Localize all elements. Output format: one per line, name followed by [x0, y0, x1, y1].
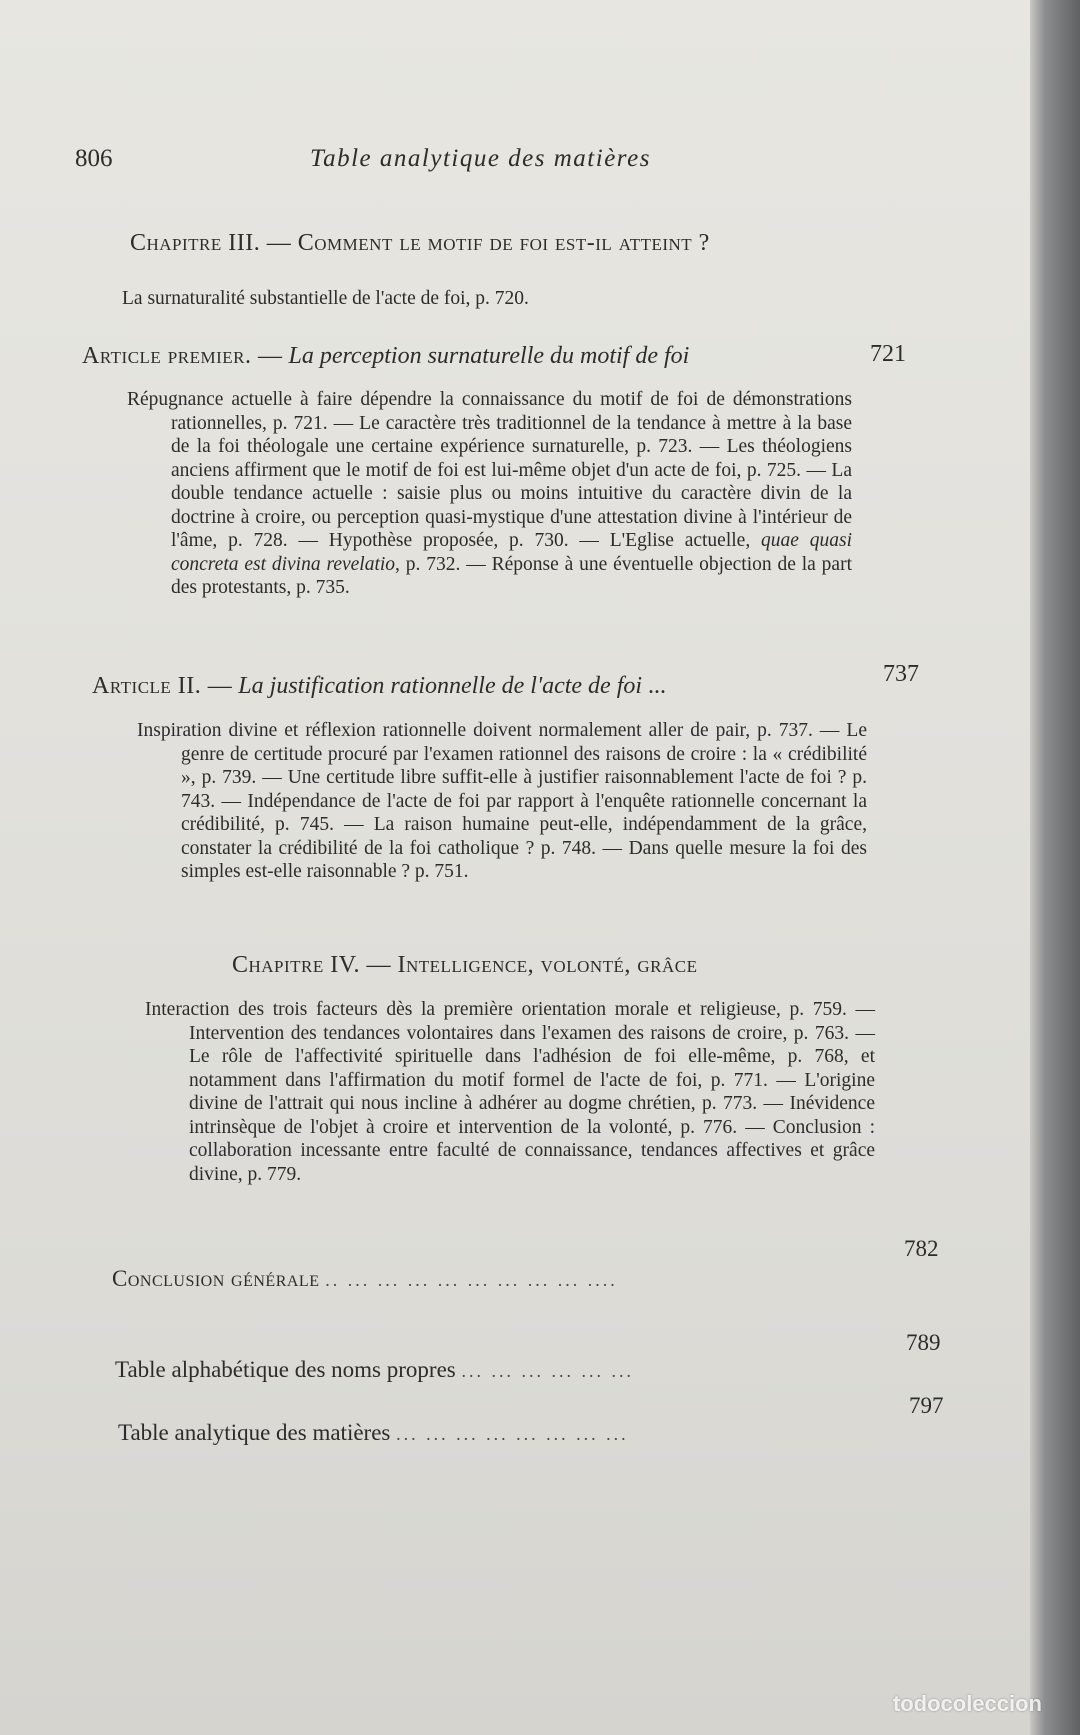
page-edge-shadow — [1030, 0, 1080, 1735]
toc-page-number: 782 — [904, 1236, 939, 1261]
toc-leader-dots: ... ... ... ... ... ... ... ... — [396, 1424, 629, 1444]
toc-page-number: 789 — [906, 1330, 941, 1355]
article-1-body-2: , p. 732. — Réponse à une éventuelle objection de la part des protestants, p. 735. — [171, 553, 852, 598]
watermark: todocoleccion — [892, 1691, 1042, 1716]
article-1-summary — [127, 388, 852, 600]
toc-leader-dots: .. ... ... ... ... ... ... ... ... .... — [325, 1270, 618, 1290]
toc-entry-label: Conclusion générale — [112, 1266, 320, 1291]
toc-entry-matieres — [118, 1420, 629, 1446]
article-1-body-latin: quae quasi concreta est divina revelatio — [171, 530, 852, 575]
chapter-3-intro: La surnaturalité substantielle de l'acte de foi, p. 720. — [122, 288, 529, 309]
article-2-summary: Inspiration divine et réflexion rationnelle doivent normalement aller de pair, p. 737. — Le genre de certitude procuré par l'examen rationnel des raisons de croire : la « crédibilité », p. 739. — Une certitude libre suffit-elle à justifier raisonnablement l'acte de foi ? p. 743. — Indépendance de l'acte de foi par rapport à l'enquête rationnelle concernant la crédibilité, p. 745. — La raison humaine peut-elle, indépendamment de la grâce, constater la crédibilité de la foi catholique ? p. 748. — Dans quelle mesure la foi des simples est-elle raisonnable ? p. 751. — [137, 720, 867, 882]
article-1-label: Article premier. — — [82, 343, 283, 369]
article-2-page: 737 — [883, 661, 919, 687]
chapter-4-heading: Chapitre IV. — Intelligence, volonté, grâce — [232, 952, 698, 978]
toc-entry-noms-propres — [115, 1357, 634, 1383]
page-number: 806 — [75, 145, 113, 172]
chapter-4-summary: Interaction des trois facteurs dès la première orientation morale et religieuse, p. 759. — Intervention des tendances volontaires dans l'examen des raisons de croire, p. 763. — Le rôle de l'affectivité spirituelle dans l'adhésion de foi elle-même, p. 768, et notamment dans l'affirmation du motif formel de l'acte de foi, p. 771. — L'origine divine de l'attrait qui nous incline à adhérer au dogme chrétien, p. 773. — Inévidence intrinsèque de l'objet à croire et intervention de la volonté, p. 776. — Conclusion : collaboration incessante entre faculté de connaissance, tendances affectives et grâce divine, p. 779. — [145, 999, 875, 1185]
chapter-3-heading: Chapitre III. — Comment le motif de foi est-il atteint ? — [130, 230, 710, 256]
toc-entry-label: Table analytique des matières — [118, 1420, 391, 1445]
article-2-heading — [92, 673, 666, 700]
article-1-page: 721 — [870, 341, 906, 367]
article-2-title: La justification rationnelle de l'acte de foi — [238, 673, 643, 699]
toc-entry-conclusion — [112, 1266, 618, 1292]
running-title: Table analytique des matières — [310, 145, 651, 172]
article-1-body-1: Répugnance actuelle à faire dépendre la connaissance du motif de foi de démonstrations rationnelles, p. 721. — Le caractère très traditionnel de la tendance à mettre à la base de la foi théologale une certaine expérience surnaturelle, p. 723. — Les théologiens anciens affirment que le motif de foi est lui-même objet d'un acte de foi, p. 725. — La double tendance actuelle : saisie plus ou moins intuitive du caractère divin de la doctrine à croire, ou perception quasi-mystique d'une attestation divine à l'intérieur de l'âme, p. 728. — Hypothèse proposée, p. 730. — L'Eglise actuelle, — [127, 389, 852, 551]
toc-page-number: 797 — [909, 1393, 944, 1418]
article-1-heading — [82, 343, 689, 370]
article-1-title: La perception surnaturelle du motif de foi — [288, 343, 690, 369]
toc-leader-dots: ... ... ... ... ... ... — [461, 1361, 634, 1381]
article-2-label: Article II. — — [92, 673, 233, 699]
article-2-dots: ... — [648, 673, 667, 699]
toc-entry-label: Table alphabétique des noms propres — [115, 1357, 456, 1382]
